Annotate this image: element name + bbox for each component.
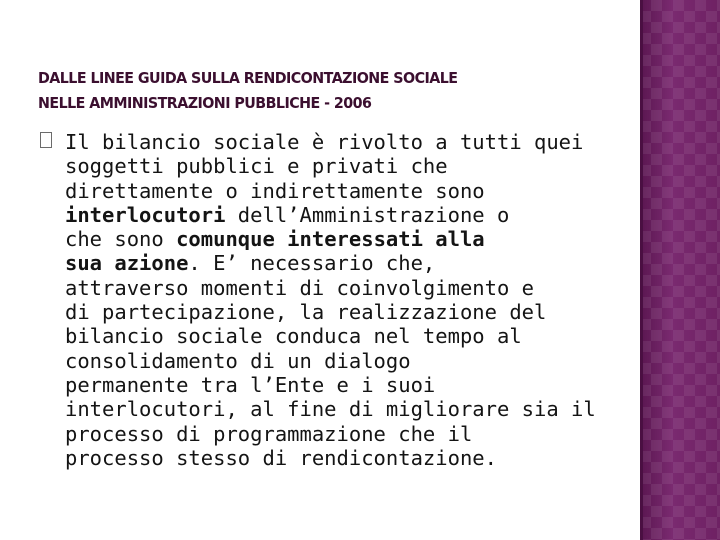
title-line-1: DALLE LINEE GUIDA SULLA RENDICONTAZIONE SOCIALE <box>38 69 458 87</box>
text-run: . E’ necessario che, attraverso momenti di coinvolgimento e di partecipazione, la realizzazione del bilancio sociale conduca nel tempo al consolidamento di un dialogo permanente tra l’Ente e i suoi interlocutori, al fine di migliorare sia il processo di programmazione che il processo stesso di rendicontazione. <box>65 251 596 470</box>
slide-title <box>38 66 553 116</box>
text-run: Il bilancio sociale è rivolto a tutti quei soggetti pubblici e privati che direttamente o indirettamente sono <box>65 130 584 203</box>
bold-text-run: interlocutori <box>65 202 226 227</box>
square-bullet-icon <box>40 132 52 148</box>
decorative-side-band <box>640 0 720 540</box>
side-band-edge <box>640 0 643 540</box>
title-line-2: NELLE AMMINISTRAZIONI PUBBLICHE - 2006 <box>38 94 372 112</box>
bullet-paragraph <box>65 130 610 470</box>
text-run: dell’Amministrazione o che sono <box>65 202 510 252</box>
bullet-item <box>40 130 610 470</box>
bold-text-run: comunque interessati alla sua azione <box>65 227 485 276</box>
